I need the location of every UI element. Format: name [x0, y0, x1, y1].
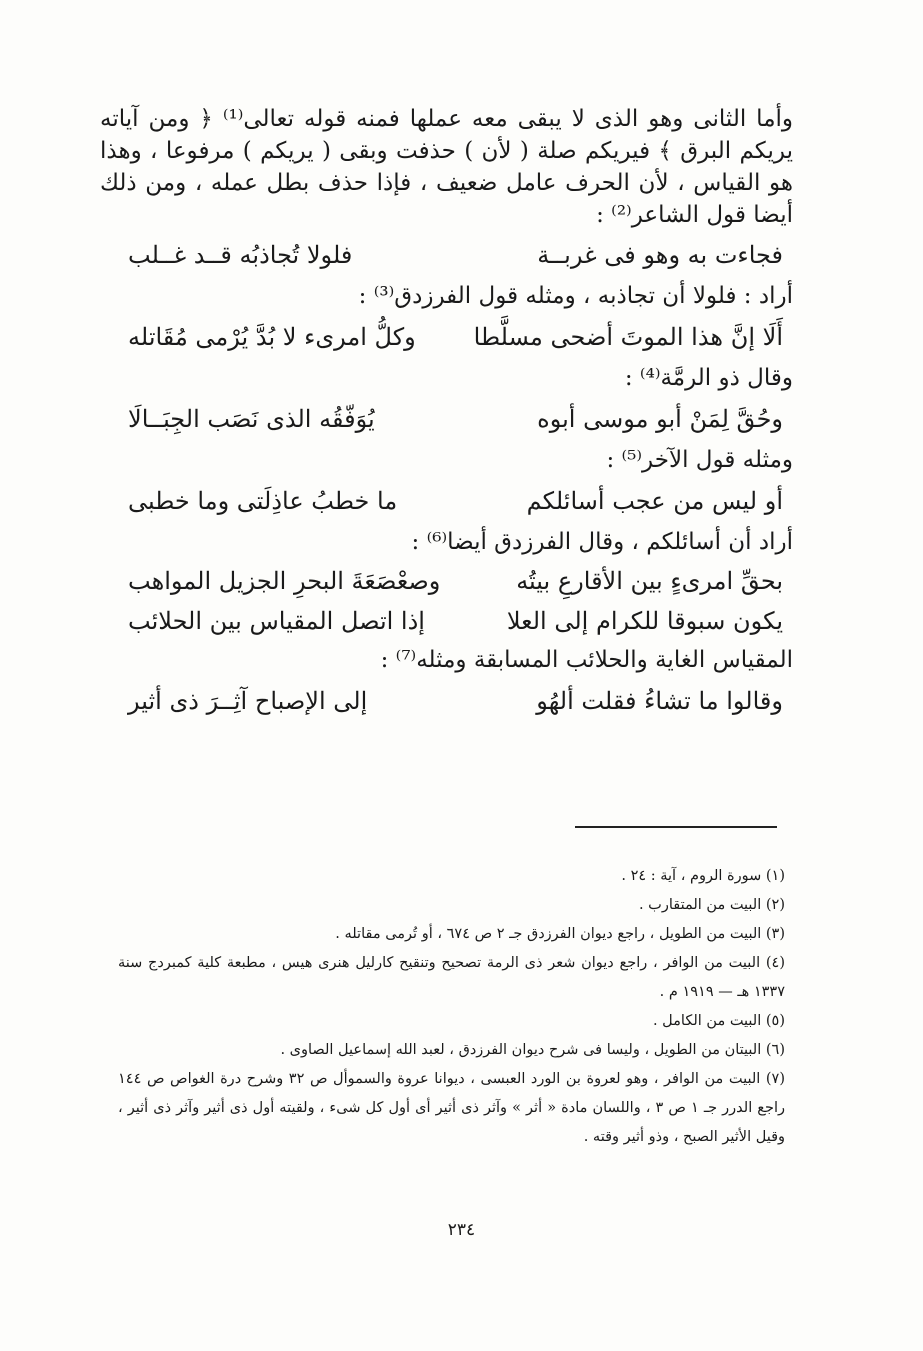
intro-6: المقياس الغاية والحلائب المسابقة ومثله⁽⁷⁾ :	[380, 647, 793, 673]
verse-7	[100, 681, 793, 721]
page-number: ٢٣٤	[447, 1220, 476, 1240]
verse-7-first-hemistich: وقالوا ما تشاءُ فقلت ألهُو	[536, 687, 783, 715]
verse-6	[100, 601, 793, 641]
footnote-2: (٢) البيت من المتقارب .	[638, 897, 785, 913]
footnote-1: (١) سورة الروم ، آية : ٢٤ .	[621, 868, 785, 884]
intro-5: أراد أن أسائلكم ، وقال الفرزدق أيضا⁽⁶⁾ :	[411, 529, 793, 555]
footnote-divider	[575, 826, 777, 828]
verse-4-second-hemistich: ما خطبُ عاذِلَتى وما خطبى	[128, 487, 398, 515]
verse-5	[100, 561, 793, 601]
intro-4: ومثله قول الآخر⁽⁵⁾ :	[606, 447, 793, 473]
verse-5-second-hemistich: وصعْصَعَةَ البحرِ الجزيل المواهب	[128, 567, 441, 595]
verse-4-first-hemistich: أو ليس من عجب أسائلكم	[526, 487, 783, 515]
verse-6-first-hemistich: يكون سبوقا للكرام إلى العلا	[506, 607, 783, 635]
verse-3-first-hemistich: وحُقَّ لِمَنْ أبو موسى أبوه	[537, 405, 783, 433]
verse-1-second-hemistich: فلولا تُجاذبُه قــد غــلب	[128, 241, 353, 269]
verse-1	[100, 235, 793, 275]
verse-7-second-hemistich: إلى الإصباح آثِــرَ ذى أثير	[128, 687, 368, 715]
verse-2-second-hemistich: وكلُّ امرىء لا بُدَّ يُرْمى مُقَاتله	[128, 323, 416, 351]
verse-2	[100, 317, 793, 357]
paragraph-1: وأما الثانى وهو الذى لا يبقى معه عملها فمنه قوله تعالى⁽¹⁾ ﴿ ومن آياته يريكم البرق ﴾ فيريكم صلة ( لأن ) حذفت وبقى ( يريكم ) مرفوعا ، وهذا هو القياس ، لأن الحرف عامل ضعيف ، فإذا حذف بطل عمله ، ومن ذلك أيضا قول الشاعر⁽²⁾ :	[100, 106, 794, 228]
intro-2: أراد : فلولا أن تجاذبه ، ومثله قول الفرزدق⁽³⁾ :	[358, 283, 793, 309]
footnote-5: (٥) البيت من الكامل .	[652, 1013, 785, 1029]
verse-6-second-hemistich: إذا اتصل المقياس بين الحلائب	[128, 607, 425, 635]
verse-5-first-hemistich: بحقِّ امرىءٍ بين الأقارعِ بيتُه	[516, 567, 783, 595]
verse-3-second-hemistich: يُوَفّقُه الذى نَصَب الجِبَــالَا	[128, 405, 375, 433]
verse-2-first-hemistich: أَلَا إنَّ هذا الموتَ أضحى مسلَّطا	[473, 323, 783, 351]
verse-3	[100, 399, 793, 439]
verse-4	[100, 481, 793, 521]
footnotes	[118, 862, 785, 1152]
footnote-4: (٤) البيت من الوافر ، راجع ديوان شعر ذى الرمة تصحيح وتنقيح كارليل هنرى هيس ، مطبعة كلية كمبردج سنة ١٣٣٧ هـ — ١٩١٩ م .	[118, 955, 785, 1000]
footnote-7: (٧) البيت من الوافر ، وهو لعروة بن الورد العبسى ، ديوانا عروة والسموأل ص ٣٢ وشرح درة الغواص ص ١٤٤ راجع الدرر جـ ١ ص ٣ ، واللسان مادة « أثر » وآثر ذى أثير أى أول كل شىء ، ولقيته أول ذى أثير وآثر ذى أثير ، وقيل الأثير الصبح ، وذو أثير وقته .	[118, 1071, 786, 1145]
footnote-6: (٦) البيتان من الطويل ، وليسا فى شرح ديوان الفرزدق ، لعبد الله إسماعيل الصاوى .	[280, 1042, 785, 1058]
verse-1-first-hemistich: فجاءت به وهو فى غربــة	[537, 241, 783, 269]
main-text	[100, 103, 793, 725]
footnote-3: (٣) البيت من الطويل ، راجع ديوان الفرزدق جـ ٢ ص ٦٧٤ ، أو تُرمى مقاتله .	[335, 926, 785, 942]
intro-3: وقال ذو الرمَّة⁽⁴⁾ :	[624, 365, 793, 391]
